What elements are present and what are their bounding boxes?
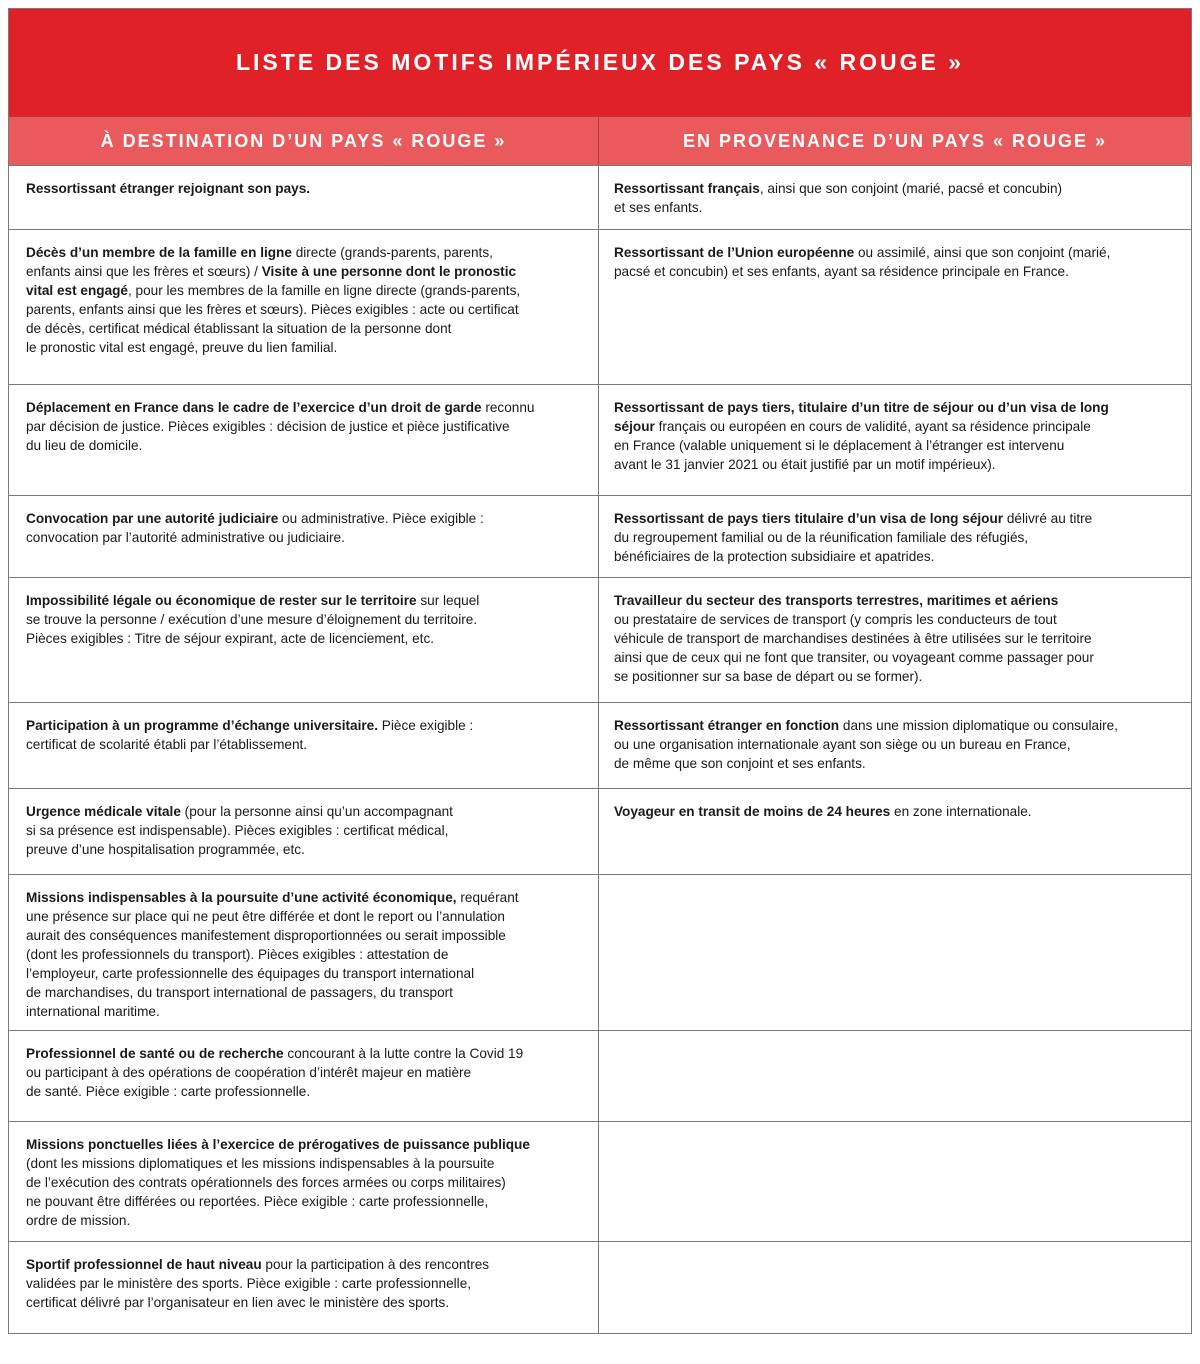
cell-bold-text: Professionnel de santé ou de recherche xyxy=(26,1046,284,1061)
cell-bold-text: Visite à une personne dont le pronostic xyxy=(261,264,517,279)
cell-provenance xyxy=(599,703,1191,788)
cell-text: ainsi que de ceux qui ne font que transiter, ou voyageant comme passager pour xyxy=(614,650,1094,665)
cell-text: le pronostic vital est engagé, preuve du lien familial. xyxy=(26,340,338,355)
column-header-provenance: EN PROVENANCE D’UN PAYS « ROUGE » xyxy=(682,130,1108,151)
cell-bold-text: Convocation par une autorité judiciaire xyxy=(26,511,279,526)
cell-bold-text: Ressortissant de pays tiers titulaire d’un visa de long séjour xyxy=(614,511,1004,526)
cell-text: ou prestataire de services de transport (y compris les conducteurs de tout xyxy=(614,612,1057,627)
cell-bold-text: Ressortissant de pays tiers, titulaire d’un titre de séjour ou d’un visa de long xyxy=(614,400,1109,415)
cell-text: français ou européen en cours de validité, ayant sa résidence principale xyxy=(654,419,1091,434)
cell-text: et ses enfants. xyxy=(614,200,703,215)
cell-text: Pièces exigibles : Titre de séjour expirant, acte de licenciement, etc. xyxy=(26,631,435,646)
cell-text: sur lequel xyxy=(416,593,480,608)
table-row xyxy=(9,495,1191,577)
cell-bold-text: vital est engagé xyxy=(26,283,128,298)
cell-text: si sa présence est indispensable). Pièces exigibles : certificat médical, xyxy=(26,823,449,838)
table-row xyxy=(9,788,1191,874)
table-row xyxy=(9,1121,1191,1241)
cell-text: (pour la personne ainsi qu’un accompagnant xyxy=(180,804,453,819)
cell-text: ou assimilé, ainsi que son conjoint (marié, xyxy=(854,245,1111,260)
table-row xyxy=(9,1241,1191,1333)
cell-text: enfants ainsi que les frères et sœurs) / xyxy=(26,264,262,279)
cell-text: preuve d’une hospitalisation programmée, etc. xyxy=(26,842,305,857)
cell-text: pour la participation à des rencontres xyxy=(261,1257,490,1272)
cell-text: certificat de scolarité établi par l’établissement. xyxy=(26,737,308,752)
cell-text: en France (valable uniquement si le déplacement à l’étranger est intervenu xyxy=(614,438,1065,453)
cell-text: (dont les missions diplomatiques et les missions indispensables à la poursuite xyxy=(26,1156,495,1171)
cell-text: se trouve la personne / exécution d’une mesure d’éloignement du territoire. xyxy=(26,612,478,627)
cell-text: dans une mission diplomatique ou consulaire, xyxy=(839,718,1118,733)
cell-text: certificat délivré par l’organisateur en lien avec le ministère des sports. xyxy=(26,1295,450,1310)
cell-bold-text: Sportif professionnel de haut niveau xyxy=(26,1257,262,1272)
cell-bold-text: Décès d’un membre de la famille en ligne xyxy=(26,245,292,260)
table-row xyxy=(9,874,1191,1030)
cell-text: avant le 31 janvier 2021 ou était justifié par un motif impérieux). xyxy=(614,457,996,472)
cell-bold-text: Participation à un programme d’échange universitaire. xyxy=(26,718,379,733)
cell-text: délivré au titre xyxy=(1003,511,1093,526)
cell-destination xyxy=(9,1122,599,1241)
cell-text: une présence sur place qui ne peut être différée et dont le report ou l’annulation xyxy=(26,909,505,924)
cell-text: de même que son conjoint et ses enfants. xyxy=(614,756,866,771)
cell-text: de marchandises, du transport international de passagers, du transport xyxy=(26,985,453,1000)
cell-provenance xyxy=(599,496,1191,577)
cell-text: du lieu de domicile. xyxy=(26,438,143,453)
cell-bold-text: Ressortissant étranger rejoignant son pays. xyxy=(26,181,311,196)
cell-text: reconnu xyxy=(481,400,535,415)
cell-text: ne pouvant être différées ou reportées. Pièce exigible : carte professionnelle, xyxy=(26,1194,489,1209)
cell-text: requérant xyxy=(456,890,519,905)
cell-text: se positionner sur sa base de départ ou se former). xyxy=(614,669,923,684)
cell-text: Pièce exigible : xyxy=(378,718,474,733)
table-row xyxy=(9,577,1191,702)
cell-bold-text: séjour xyxy=(614,419,655,434)
cell-text: ou administrative. Pièce exigible : xyxy=(278,511,484,526)
cell-bold-text: Ressortissant de l’Union européenne xyxy=(614,245,855,260)
cell-text: concourant à la lutte contre la Covid 19 xyxy=(283,1046,524,1061)
cell-text: parents, enfants ainsi que les frères et sœurs). Pièces exigibles : acte ou certificat xyxy=(26,302,519,317)
cell-text: ordre de mission. xyxy=(26,1213,131,1228)
cell-destination xyxy=(9,166,599,229)
table-body xyxy=(9,165,1191,1333)
cell-text: validées par le ministère des sports. Pièce exigible : carte professionnelle, xyxy=(26,1276,472,1291)
cell-bold-text: Déplacement en France dans le cadre de l’exercice d’un droit de garde xyxy=(26,400,482,415)
cell-text: du regroupement familial ou de la réunification familiale des réfugiés, xyxy=(614,530,1029,545)
cell-text: convocation par l’autorité administrative ou judiciaire. xyxy=(26,530,345,545)
cell-destination xyxy=(9,789,599,874)
cell-bold-text: Ressortissant étranger en fonction xyxy=(614,718,840,733)
table-row xyxy=(9,702,1191,788)
cell-destination xyxy=(9,578,599,702)
cell-destination xyxy=(9,230,599,384)
cell-text: international maritime. xyxy=(26,1004,160,1019)
cell-text: (dont les professionnels du transport). Pièces exigibles : attestation de xyxy=(26,947,449,962)
cell-text: pacsé et concubin) et ses enfants, ayant sa résidence principale en France. xyxy=(614,264,1069,279)
cell-provenance xyxy=(599,1242,1191,1333)
cell-destination xyxy=(9,1031,599,1121)
cell-text: , ainsi que son conjoint (marié, pacsé et concubin) xyxy=(759,181,1063,196)
cell-text: ou une organisation internationale ayant son siège ou un bureau en France, xyxy=(614,737,1071,752)
cell-provenance xyxy=(599,1031,1191,1121)
column-header-destination: À DESTINATION D’UN PAYS « ROUGE » xyxy=(9,117,599,165)
cell-destination xyxy=(9,385,599,495)
cell-provenance xyxy=(599,230,1191,384)
table-row xyxy=(9,1030,1191,1121)
table-row xyxy=(9,229,1191,384)
cell-text: en zone internationale. xyxy=(890,804,1032,819)
cell-destination xyxy=(9,875,599,1030)
cell-bold-text: Travailleur du secteur des transports terrestres, maritimes et aériens xyxy=(614,593,1059,608)
cell-bold-text: Missions indispensables à la poursuite d’une activité économique, xyxy=(26,890,457,905)
cell-text: ou participant à des opérations de coopération d’intérêt majeur en matière xyxy=(26,1065,472,1080)
cell-provenance xyxy=(599,875,1191,1030)
cell-text: , pour les membres de la famille en ligne directe (grands-parents, xyxy=(128,283,521,298)
column-header-row xyxy=(9,116,1191,165)
cell-bold-text: Urgence médicale vitale xyxy=(26,804,181,819)
table-row xyxy=(9,384,1191,495)
cell-text: directe (grands-parents, parents, xyxy=(291,245,493,260)
cell-bold-text: Missions ponctuelles liées à l’exercice de prérogatives de puissance publique xyxy=(26,1137,530,1152)
cell-destination xyxy=(9,1242,599,1333)
cell-destination xyxy=(9,496,599,577)
cell-text: véhicule de transport de marchandises destinées à être utilisées sur le territoire xyxy=(614,631,1092,646)
cell-destination xyxy=(9,703,599,788)
motifs-table xyxy=(8,8,1192,1334)
cell-provenance xyxy=(599,166,1191,229)
cell-text: aurait des conséquences manifestement disproportionnées ou serait impossible xyxy=(26,928,506,943)
cell-provenance xyxy=(599,789,1191,874)
cell-text: de l’exécution des contrats opérationnels des forces armées ou corps militaires) xyxy=(26,1175,506,1190)
cell-provenance xyxy=(599,1122,1191,1241)
cell-provenance xyxy=(599,385,1191,495)
cell-text: bénéficiaires de la protection subsidiaire et apatrides. xyxy=(614,549,935,564)
cell-text: de santé. Pièce exigible : carte professionnelle. xyxy=(26,1084,311,1099)
cell-text: par décision de justice. Pièces exigibles : décision de justice et pièce justificative xyxy=(26,419,510,434)
cell-text: l’employeur, carte professionnelle des équipages du transport international xyxy=(26,966,475,981)
cell-bold-text: Voyageur en transit de moins de 24 heures xyxy=(614,804,891,819)
table-row xyxy=(9,165,1191,229)
cell-provenance xyxy=(599,578,1191,702)
cell-text: de décès, certificat médical établissant la situation de la personne dont xyxy=(26,321,452,336)
cell-bold-text: Ressortissant français xyxy=(614,181,760,196)
table-title: LISTE DES MOTIFS IMPÉRIEUX DES PAYS « ROUGE » xyxy=(9,9,1191,116)
cell-bold-text: Impossibilité légale ou économique de rester sur le territoire xyxy=(26,593,417,608)
